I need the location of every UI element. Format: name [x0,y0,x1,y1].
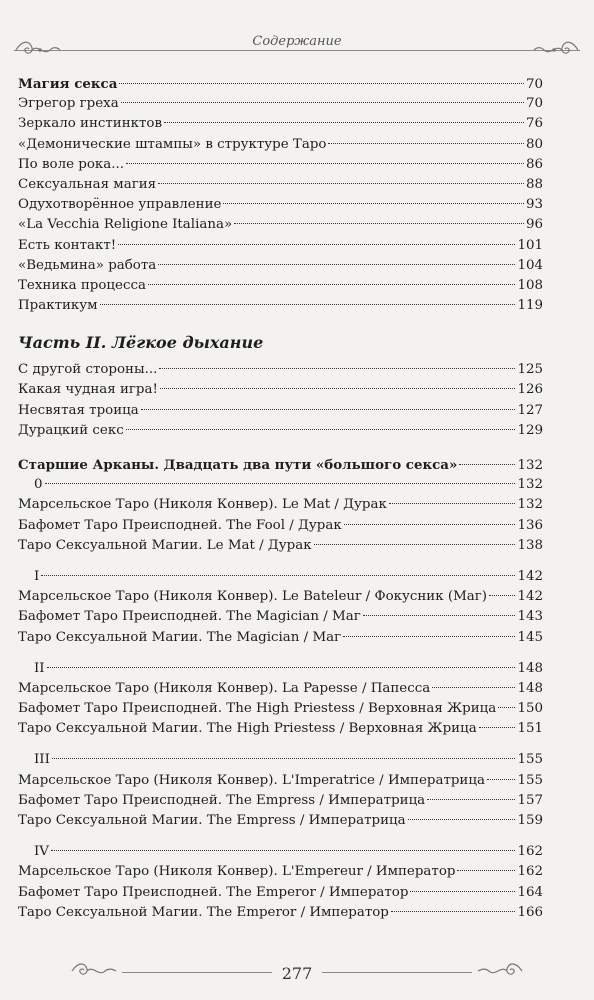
toc-entry [18,719,543,739]
toc-entry-title: Зеркало инстинктов [18,116,163,132]
toc-entry-page: 76 [525,116,543,132]
toc-entry-title: Какая чудная игра! [18,382,158,398]
toc-entry [18,536,543,556]
toc-entry-title: Таро Сексуальной Магии. The Emperor / Император [18,904,389,920]
toc-entry-title: Есть контакт! [18,237,117,253]
toc-entry-page: 104 [517,257,543,273]
dot-leader [363,615,516,616]
dot-leader [141,409,516,410]
toc-entry [18,699,543,719]
toc-entry [18,215,543,235]
dot-leader [158,264,515,265]
toc-entry-title: По воле рока... [18,156,125,172]
toc-entry-page: 129 [517,422,543,438]
toc-entry-page: 157 [517,792,543,808]
dot-leader [100,304,516,305]
dot-leader [47,667,516,668]
toc-entry [18,771,543,791]
toc-entry-title: Техника процесса [18,277,146,293]
dot-leader [160,388,516,389]
toc-entry-title: С другой стороны... [18,362,158,378]
dot-leader [498,707,515,708]
toc-entry [18,175,543,195]
dot-leader [223,203,524,204]
toc-entry-page: 132 [517,497,543,513]
dot-leader [148,284,515,285]
dot-leader [410,891,515,892]
toc-entry-page: 155 [517,752,543,768]
dot-leader [234,223,524,224]
flourish-ornament-icon [14,38,66,62]
toc-entry [18,94,543,114]
toc-entry-page: 108 [517,277,543,293]
toc-entry-title: I [34,568,40,584]
toc-entry-page: 155 [517,772,543,788]
toc-entry-title: Бафомет Таро Преисподней. The Empress / Императрица [18,792,426,808]
dot-leader [487,779,515,780]
toc-entry-page: 93 [525,197,543,213]
toc-entry [18,380,543,400]
toc-entry-title: Таро Сексуальной Магии. The Magician / Маг [18,629,342,645]
toc-entry [18,296,543,316]
toc-entry-title: III [34,752,50,768]
toc-entry [18,607,543,627]
toc-entry-title: Марсельское Таро (Николя Конвер). Le Mat / Дурак [18,497,387,513]
toc-entry-title: Дурацкий секс [18,422,124,438]
toc-entry-page: 143 [517,609,543,625]
toc-entry-page: 86 [525,156,543,172]
toc-entry-title: Таро Сексуальной Магии. The Empress / Императрица [18,813,406,828]
toc-entry-title: «La Vecchia Religione Italiana» [18,217,233,233]
toc-entry-page: 151 [517,721,543,737]
page-footer [70,960,524,990]
toc-entry-page: 145 [517,629,543,645]
dot-leader [121,102,524,103]
toc-entry [18,155,543,175]
toc-entry [18,495,543,515]
toc-entry-page: 142 [517,589,543,605]
toc-entry-page: 119 [517,298,543,314]
toc-entry-title: Сексуальная магия [18,176,157,192]
toc-entry-title: Таро Сексуальной Магии. Le Mat / Дурак [18,537,312,553]
chapter-row [18,455,543,475]
toc-entry [18,195,543,215]
dot-leader [164,122,524,123]
toc-entry-title: Бафомет Таро Преисподней. The High Priestess / Верховная Жрица [18,701,497,717]
dot-leader [408,819,516,820]
toc-entry-page: 166 [517,904,543,920]
running-header [14,28,580,58]
arcana-number-row [18,750,543,770]
arcana-number-row [18,659,543,679]
arcana-number-row [18,475,543,495]
arcana-number-row [18,842,543,862]
toc-entry-title: Старшие Арканы. Двадцать два пути «большого секса» [18,457,458,473]
toc-entry [18,587,543,607]
toc-entry-title: «Демонические штампы» в структуре Таро [18,136,327,152]
dot-leader [489,595,515,596]
dot-leader [457,870,515,871]
toc-entry-title: Марсельское Таро (Николя Конвер). La Papesse / Папесса [18,680,431,696]
toc-entry [18,114,543,134]
toc-entry-title: Марсельское Таро (Николя Конвер). Le Bateleur / Фокусник (Маг) [18,589,488,605]
dot-leader [159,368,515,369]
toc-entry-title: Таро Сексуальной Магии. The High Priestess / Верховная Жрица [18,721,477,737]
toc-entry-page: 125 [517,362,543,378]
toc-entry-title: Марсельское Таро (Николя Конвер). L'Empereur / Император [18,864,456,880]
toc-entry-title: Магия секса [18,76,118,92]
toc-entry [18,236,543,256]
toc-entry-page: 162 [517,864,543,880]
dot-leader [427,799,515,800]
dot-leader [479,727,516,728]
dot-leader [51,850,515,851]
dot-leader [328,143,523,144]
toc-entry-title: IV [34,844,49,860]
toc-entry-page: 132 [517,477,543,493]
toc-entry [18,628,543,648]
dot-leader [459,464,515,465]
toc-entry-page: 142 [517,568,543,584]
toc-entry-title: Одухотворённое управление [18,197,222,213]
toc-entry-title: Несвятая троица [18,402,139,418]
toc-entry [18,135,543,155]
toc-entry [18,811,543,831]
part-heading: Часть II. Лёгкое дыхание [18,333,264,353]
dot-leader [343,636,515,637]
flourish-ornament-icon [528,38,580,62]
toc-entry-title: «Ведьмина» работа [18,257,157,273]
toc-entry-page: 70 [525,96,543,112]
toc-entry [18,256,543,276]
toc-entry-title: Бафомет Таро Преисподней. The Fool / Дурак [18,517,342,533]
toc-entry [18,276,543,296]
toc-entry-page: 132 [517,458,543,473]
toc-entry-page: 127 [517,402,543,418]
dot-leader [391,911,516,912]
toc-entry-page: 70 [525,77,543,92]
toc-entry-page: 96 [525,217,543,233]
dot-leader [52,758,516,759]
toc-entry [18,791,543,811]
toc-entry-title: II [34,660,45,676]
dot-leader [45,483,516,484]
toc-entry-title: Практикум [18,298,98,314]
toc-entry-title: 0 [34,477,43,493]
toc-entry [18,360,543,380]
header-rule [14,50,580,51]
page-number: 277 [281,964,313,983]
toc-entry-page: 88 [525,176,543,192]
dot-leader [314,544,516,545]
toc-entry-title: Бафомет Таро Преисподней. The Emperor / Император [18,884,409,900]
table-of-contents [18,74,543,923]
toc-entry-page: 162 [517,844,543,860]
dot-leader [118,244,515,245]
toc-entry-page: 164 [517,884,543,900]
toc-entry-title: Марсельское Таро (Николя Конвер). L'Imperatrice / Императрица [18,772,485,788]
dot-leader [41,575,515,576]
toc-entry-page: 148 [517,660,543,676]
toc-entry [18,903,543,923]
dot-leader [126,163,524,164]
toc-entry-page: 138 [517,537,543,553]
toc-entry [18,679,543,699]
arcana-number-row [18,567,543,587]
toc-entry-title: Бафомет Таро Преисподней. The Magician / Маг [18,609,361,625]
dot-leader [158,183,524,184]
toc-entry [18,862,543,882]
dot-leader [432,687,515,688]
toc-entry-page: 150 [517,701,543,717]
toc-entry-page: 101 [517,237,543,253]
toc-entry [18,883,543,903]
toc-entry-page: 159 [517,813,543,828]
dot-leader [344,524,516,525]
chapter-row [18,74,543,94]
toc-entry-page: 136 [517,517,543,533]
dot-leader [119,83,524,84]
toc-entry-page: 148 [517,680,543,696]
toc-entry [18,401,543,421]
dot-leader [126,429,516,430]
toc-entry-title: Эгрегор греха [18,96,119,112]
toc-entry-page: 80 [525,136,543,152]
header-title: Содержание [237,34,357,49]
dot-leader [389,503,516,504]
toc-entry [18,516,543,536]
toc-entry-page: 126 [517,382,543,398]
toc-entry [18,421,543,441]
